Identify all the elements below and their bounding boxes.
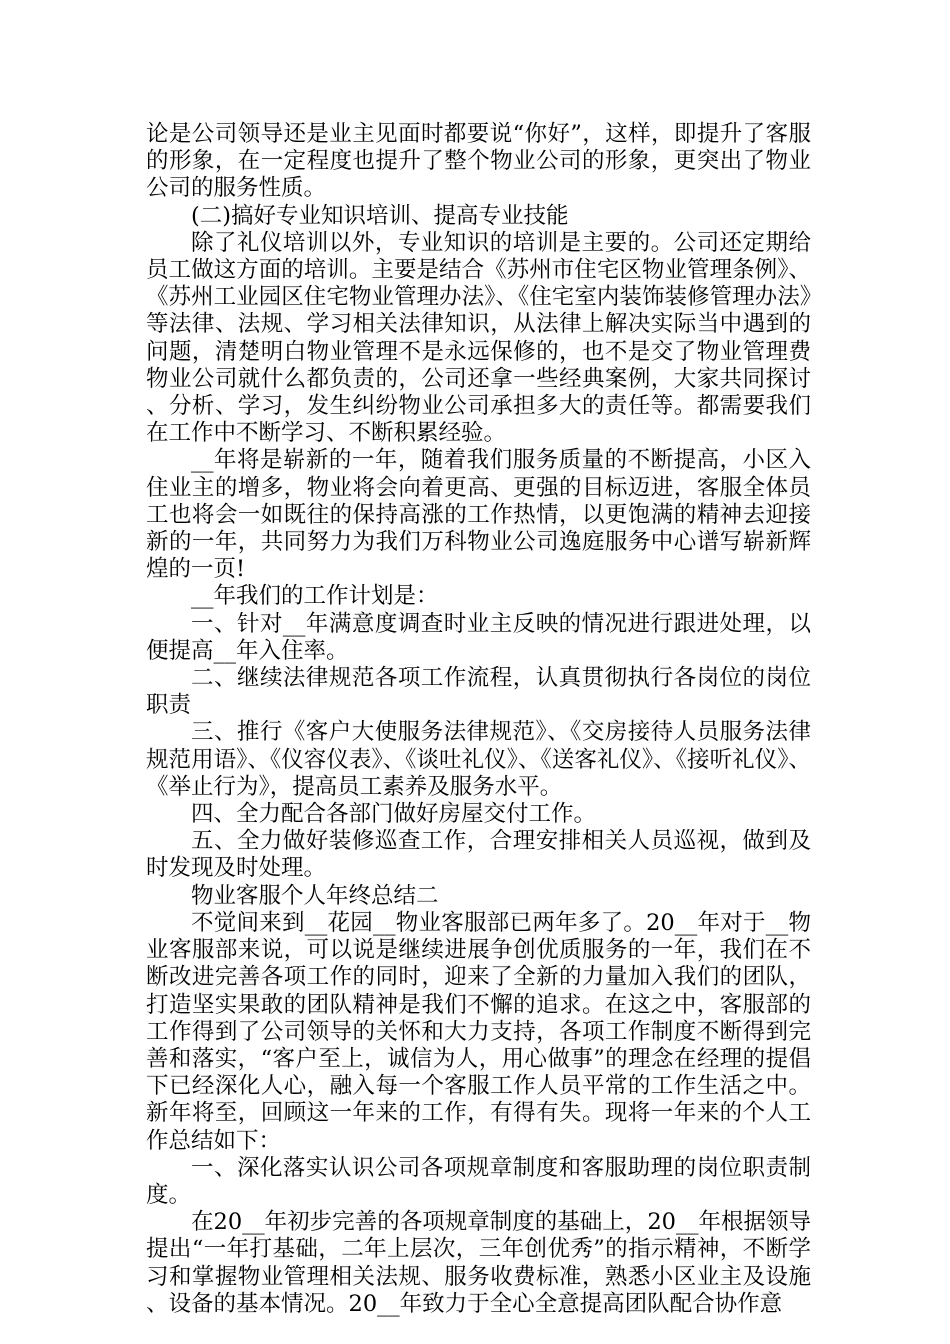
paragraph-plan-intro: __年我们的工作计划是： [191,583,439,610]
paragraph-summary-intro: 不觉间来到__花园__物业客服部已两年多了。20__年对于__物业客服部来说，可以说是继续进展争创优质服务的一年，我们在不断改进完善各项工作的同时，迎来了全新的力量加入我们的团队，打造坚实果敢的团队精神是我们不懈的追求。在这之中，客服部的工作得到了公司领导的关怀和大力支持，各项工作制度不断得到完善和落实，“客户至上，诚信为人，用心做事”的理念在经理的提倡下已经深化人心，融入每一个客服工作人员平常的工作生活之中。新年将至，回顾这一年来的工作，有得有失。现将一年来的个人工作总结如下： [146,909,811,1154]
paragraph-training: 除了礼仪培训以外，专业知识的培训是主要的。公司还定期给员工做这方面的培训。主要是结合《苏州市住宅区物业管理条例》、《苏州工业园区住宅物业管理办法》、《住宅室内装饰装修管理办法》等法律、法规、学习相关法律知识，从法律上解决实际当中遇到的问题，清楚明白物业管理不是永远保修的，也不是交了物业管理费物业公司就什么都负责的，公司还拿一些经典案例，大家共同探讨、分析、学习，发生纠纷物业公司承担多大的责任等。都需要我们在工作中不断学习、不断积累经验。 [146,229,811,447]
plan-item-3: 三、推行《客户大使服务法律规范》、《交房接待人员服务法律规范用语》、《仪容仪表》、《谈吐礼仪》、《送客礼仪》、《接听礼仪》、《举止行为》，提高员工素养及服务水平。 [146,719,811,800]
plan-item-5: 五、全力做好装修巡查工作，合理安排相关人员巡视，做到及时发现及时处理。 [146,828,811,882]
summary-item-1-heading: 一、深化落实认识公司各项规章制度和客服助理的岗位职责制度。 [146,1154,811,1208]
paragraph-summary-item-1: 在20__年初步完善的各项规章制度的基础上，20__年根据领导提出“一年打基础，二年上层次，三年创优秀”的指示精神，不断学习和掌握物业管理相关法规、服务收费标准，熟悉小区业主及设施、设备的基本情况。20__年致力于全心全意提高团队配合协作意 [146,1209,811,1317]
plan-item-4: 四、全力配合各部门做好房屋交付工作。 [191,801,597,828]
section-title-summary-two: 物业客服个人年终总结二 [191,882,439,909]
section-heading-training: (二)搞好专业知识培训、提高专业技能 [191,202,569,229]
document-body [146,121,811,1318]
plan-item-1: 一、针对__年满意度调查时业主反映的情况进行跟进处理，以便提高__年入住率。 [146,610,811,664]
plan-item-2: 二、继续法律规范各项工作流程，认真贯彻执行各岗位的岗位职责 [146,665,811,719]
paragraph-continued: 论是公司领导还是业主见面时都要说“你好”，这样，即提升了客服的形象，在一定程度也提升了整个物业公司的形象，更突出了物业公司的服务性质。 [146,121,811,202]
paragraph-new-year: __年将是崭新的一年，随着我们服务质量的不断提高，小区入住业主的增多，物业将会向着更高、更强的目标迈进，客服全体员工也将会一如既往的保持高涨的工作热情，以更饱满的精神去迎接新的一年，共同努力为我们万科物业公司逸庭服务中心谱写崭新辉煌的一页! [146,447,811,583]
